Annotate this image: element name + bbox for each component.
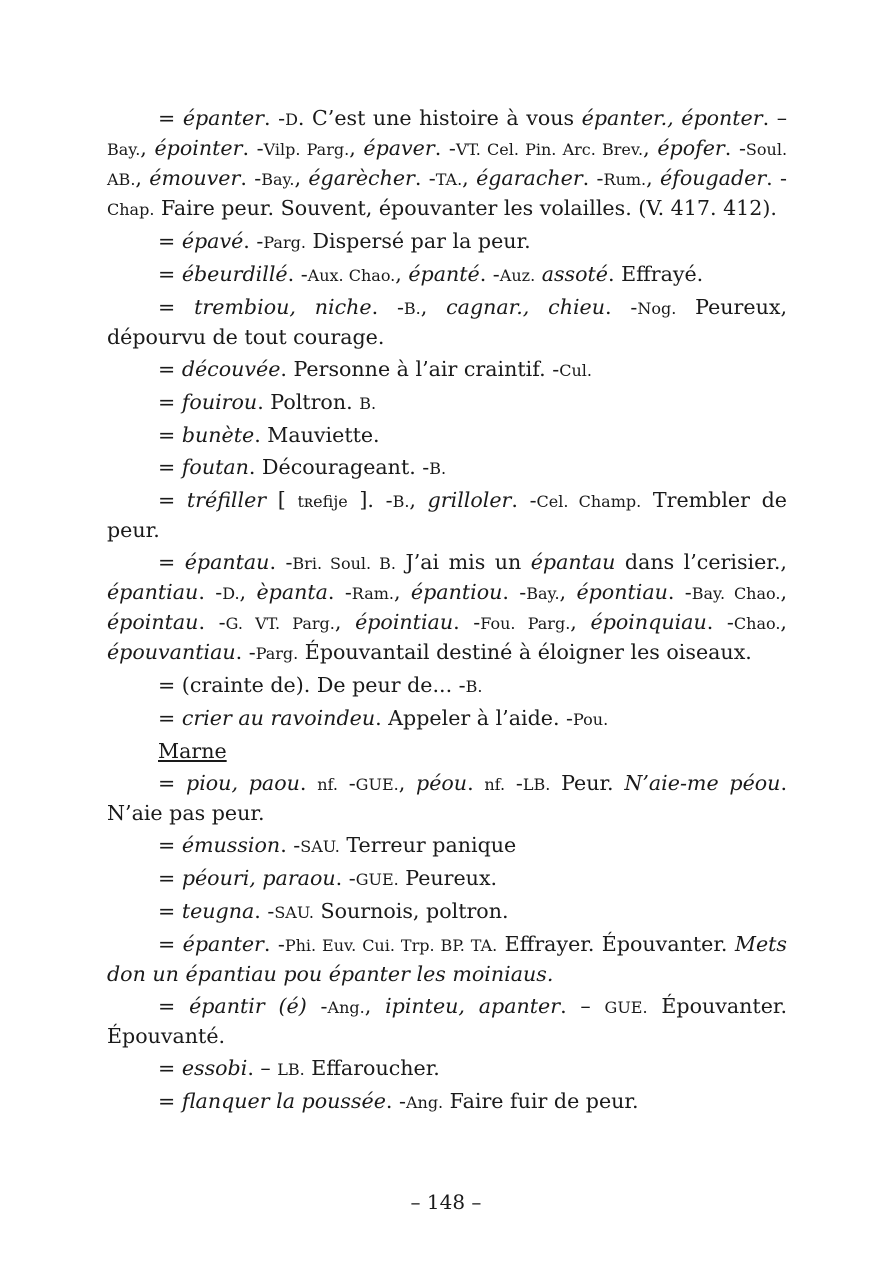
entry-text: Épouvanter. Épouvanté.	[107, 994, 788, 1048]
dictionary-entry	[107, 864, 787, 894]
headword-text: ébeurdillé	[181, 262, 288, 286]
headword-text: flanquer la poussée	[181, 1089, 386, 1113]
entry-text: . -	[269, 550, 293, 574]
headword-text: épanter	[182, 106, 265, 130]
source-abbrev: SAU.	[274, 903, 314, 922]
entry-text: .	[299, 771, 318, 795]
source-abbrev: Auz.	[499, 266, 536, 285]
entry-text: . -	[235, 640, 256, 664]
entry-text: ]. -	[347, 488, 393, 512]
dictionary-entry	[107, 671, 787, 701]
entry-text: ,	[395, 262, 409, 286]
entry-text: Peureux, dépourvu de tout courage.	[107, 295, 787, 349]
dictionary-entry	[107, 704, 787, 734]
entry-text: Terreur panique	[339, 833, 517, 857]
entry-text: . -	[706, 610, 734, 634]
source-abbrev: nf.	[317, 775, 338, 794]
source-abbrev: D	[285, 110, 298, 129]
entry-text: ,	[239, 580, 257, 604]
source-abbrev: Ang.	[405, 1093, 444, 1112]
entry-text: . -	[385, 1089, 406, 1113]
source-abbrev: Bri. Soul. B.	[292, 554, 396, 573]
entry-text: . -	[766, 166, 788, 190]
entry-text: ,	[364, 994, 386, 1018]
source-abbrev: Parg.	[255, 644, 299, 663]
entry-text: dans l’cerisier.,	[615, 550, 787, 574]
entry-text: ,	[780, 580, 788, 604]
dictionary-entry	[107, 293, 787, 352]
headword-text: N’aie-me péou	[624, 771, 781, 795]
headword-text: épantau	[184, 550, 270, 574]
source-abbrev: G. VT. Parg.	[225, 614, 335, 633]
source-abbrev: Fou. Parg.	[480, 614, 571, 633]
source-abbrev: Chap.	[107, 200, 155, 219]
entry-text: . Mauviette.	[254, 423, 380, 447]
entry-text: Effrayer. Épouvanter.	[497, 932, 735, 956]
dictionary-entry	[107, 548, 787, 668]
headword-text: épointer	[154, 136, 243, 160]
entry-text: =	[158, 550, 185, 574]
entry-text: ,	[646, 166, 661, 190]
source-abbrev: B.	[429, 459, 447, 478]
headword-text: épanté	[408, 262, 480, 286]
dictionary-entry	[107, 769, 787, 828]
entry-text: . -	[511, 488, 537, 512]
entry-text: ,	[140, 136, 155, 160]
entry-text: . Appeler à l’aide. -	[375, 706, 574, 730]
entry-text: . N’aie pas peur.	[107, 771, 787, 825]
dictionary-entry	[107, 260, 787, 290]
entry-text: ,	[462, 166, 477, 190]
entry-text: =	[158, 488, 187, 512]
entry-text: [	[266, 488, 298, 512]
headword-text: fouirou	[181, 390, 258, 414]
source-abbrev: B.	[392, 492, 410, 511]
headword-text: péou	[416, 771, 468, 795]
entry-text: ,	[349, 136, 364, 160]
headword-text: péouri, paraou	[181, 866, 336, 890]
entry-text: =	[158, 455, 182, 479]
headword-text: épaver	[363, 136, 435, 160]
source-abbrev: TA.	[435, 170, 463, 189]
entry-text: =	[158, 994, 190, 1018]
page-number: – 148 –	[410, 1190, 482, 1214]
entry-text: J’ai mis un	[395, 550, 531, 574]
dictionary-entry	[107, 930, 787, 989]
headword-text: égaracher	[476, 166, 583, 190]
dictionary-entry	[107, 104, 787, 224]
headword-text: teugna	[181, 899, 255, 923]
entry-text: =	[158, 833, 182, 857]
entry-text: . -	[327, 580, 352, 604]
entry-text: . Effrayé.	[607, 262, 704, 286]
entry-text: . -	[263, 932, 285, 956]
headword-text: assoté	[541, 262, 608, 286]
source-abbrev: Cul.	[559, 361, 592, 380]
entry-text: =	[158, 932, 183, 956]
dictionary-entry	[107, 831, 787, 861]
source-abbrev: Aux. Chao.	[307, 266, 396, 285]
source-abbrev: Vilp. Parg.	[263, 140, 350, 159]
entry-text: . -	[198, 610, 226, 634]
source-abbrev: SAU.	[300, 837, 340, 856]
headword-text: émussion	[181, 833, 281, 857]
entry-text: ,	[135, 166, 150, 190]
entry-text: -	[306, 994, 328, 1018]
entry-text: ,	[420, 295, 447, 319]
dictionary-entry	[107, 1087, 787, 1117]
entry-text: . –	[560, 994, 605, 1018]
entry-text: Peureux.	[398, 866, 498, 890]
headword-text: bunète	[181, 423, 255, 447]
entry-text: . -	[434, 136, 456, 160]
entry-text: . -	[453, 610, 481, 634]
headword-text: piou, paou	[186, 771, 300, 795]
dictionary-entry	[107, 992, 787, 1051]
source-abbrev: VT. Cel. Pin. Arc. Brev.	[455, 140, 644, 159]
entry-text: . -	[502, 580, 527, 604]
headword-text: épouvantiau	[107, 640, 236, 664]
entry-text: ,	[398, 771, 417, 795]
entry-text: . -	[414, 166, 436, 190]
entry-text: .	[467, 771, 485, 795]
entry-text: =	[158, 357, 182, 381]
entry-text: ,	[409, 488, 428, 512]
entry-text: =	[158, 423, 182, 447]
source-abbrev: LB.	[522, 775, 551, 794]
section-heading-text: Marne	[158, 739, 227, 763]
entry-text: Trembler de peur.	[107, 488, 787, 542]
entry-text: = (crainte de). De peur de... -	[158, 673, 466, 697]
source-abbrev: Soul. AB.	[107, 140, 788, 189]
source-abbrev: B.	[359, 394, 377, 413]
dictionary-entry	[107, 355, 787, 385]
headword-text: épanter., éponter	[581, 106, 763, 130]
source-abbrev: GUE.	[355, 870, 399, 889]
entry-text: Épouvantail destiné à éloigner les oiseaux.	[298, 640, 752, 664]
dictionary-entry	[107, 388, 787, 418]
entry-text: . -	[605, 295, 638, 319]
source-abbrev: Ram.	[351, 584, 395, 603]
entry-text: . Décourageant. -	[248, 455, 430, 479]
entry-text: . -	[371, 295, 404, 319]
entry-text: Effaroucher.	[304, 1056, 440, 1080]
entry-text: . -	[280, 833, 301, 857]
dictionary-entry	[107, 486, 787, 545]
headword-text: épantau	[530, 550, 616, 574]
headword-text: grilloler	[427, 488, 512, 512]
dictionary-entry	[107, 1054, 787, 1084]
source-abbrev: GUE.	[355, 775, 399, 794]
entries-block-marne	[107, 769, 787, 1117]
source-abbrev: Phi. Euv. Cui. Trp. BP. TA.	[284, 936, 498, 955]
entry-text: =	[158, 262, 182, 286]
entry-text: Peur.	[550, 771, 625, 795]
source-abbrev: GUE.	[604, 998, 648, 1017]
dictionary-entry	[107, 897, 787, 927]
entry-text: Faire peur. Souvent, épouvanter les volailles. (V. 417. 412).	[154, 196, 777, 220]
entry-text: . -	[264, 106, 286, 130]
entry-text: . -	[335, 866, 356, 890]
entry-text: . -	[198, 580, 223, 604]
entry-text: . -	[287, 262, 308, 286]
entry-text: =	[158, 899, 182, 923]
dictionary-entry	[107, 421, 787, 450]
entry-text: ,	[780, 610, 787, 634]
entry-text: . -	[254, 899, 275, 923]
headword-text: èpanta	[256, 580, 328, 604]
entry-text: . -	[240, 166, 262, 190]
headword-text: épantir (é)	[189, 994, 307, 1018]
entry-text: . -	[243, 229, 264, 253]
headword-text: épointiau	[355, 610, 454, 634]
headword-text: crier au ravoindeu	[181, 706, 376, 730]
entry-text: =	[158, 1056, 182, 1080]
source-abbrev: Rum.	[603, 170, 647, 189]
entry-text: . Personne à l’air craintif. -	[280, 357, 560, 381]
entry-text: =	[158, 229, 182, 253]
entries-block	[107, 104, 787, 734]
entry-text: -	[505, 771, 523, 795]
headword-text: éfougader	[660, 166, 767, 190]
section-heading	[107, 737, 787, 766]
headword-text: épantiou	[410, 580, 503, 604]
source-abbrev: Cel. Champ.	[536, 492, 642, 511]
page-body	[107, 104, 787, 1120]
entry-text: =	[158, 390, 182, 414]
entry-text: . -	[724, 136, 746, 160]
source-abbrev: D.	[222, 584, 240, 603]
source-abbrev: Ang.	[327, 998, 365, 1017]
source-abbrev: Bay.	[107, 140, 141, 159]
entry-text: =	[158, 706, 182, 730]
entry-text: ,	[334, 610, 356, 634]
headword-text: époinquiau	[590, 610, 707, 634]
entry-text: ,	[294, 166, 309, 190]
source-abbrev: Bay.	[261, 170, 295, 189]
headword-text: essobi	[181, 1056, 248, 1080]
dictionary-entry	[107, 453, 787, 483]
entry-text: =	[158, 106, 183, 130]
entry-text: . –	[762, 106, 787, 130]
source-abbrev: Pou.	[573, 710, 609, 729]
headword-text: épofer	[657, 136, 725, 160]
entry-text: ,	[394, 580, 411, 604]
source-abbrev: Nog.	[637, 299, 677, 318]
entry-text: Faire fuir de peur.	[443, 1089, 639, 1113]
headword-text: épantiau	[107, 580, 199, 604]
source-abbrev: Bay.	[526, 584, 560, 603]
headword-text: épanter	[182, 932, 264, 956]
source-abbrev: B.	[403, 299, 421, 318]
source-abbrev: nf.	[484, 775, 506, 794]
entry-text: -	[337, 771, 356, 795]
headword-text: émouver	[149, 166, 241, 190]
headword-text: tréfiller	[186, 488, 267, 512]
source-abbrev: Chao.	[733, 614, 781, 633]
headword-text: épavé	[181, 229, 244, 253]
entry-text: =	[158, 295, 195, 319]
entry-text: . Poltron.	[257, 390, 360, 414]
entry-text: . -	[667, 580, 692, 604]
entry-text: . -	[242, 136, 264, 160]
headword-text: cagnar., chieu	[446, 295, 606, 319]
headword-text: trembiou, niche	[194, 295, 372, 319]
dictionary-entry	[107, 227, 787, 257]
source-abbrev: LB.	[277, 1060, 305, 1079]
entry-text: . C’est une histoire à vous	[297, 106, 582, 130]
entry-text: . -	[479, 262, 500, 286]
entry-text: =	[158, 771, 187, 795]
entry-text: Dispersé par la peur.	[305, 229, 531, 253]
headword-text: Mets don un épantiau pou épanter les moiniaus.	[107, 932, 787, 986]
headword-text: égarècher	[308, 166, 415, 190]
entry-text: ,	[559, 580, 577, 604]
headword-text: découvée	[181, 357, 281, 381]
entry-text: =	[158, 1089, 182, 1113]
entry-text: . -	[582, 166, 604, 190]
entry-text: ,	[570, 610, 591, 634]
headword-text: épointau	[107, 610, 199, 634]
headword-text: épontiau	[576, 580, 668, 604]
source-abbrev: B.	[465, 677, 483, 696]
entry-text: Sournois, poltron.	[313, 899, 509, 923]
source-abbrev: tʀefije	[297, 492, 348, 511]
headword-text: foutan	[181, 455, 249, 479]
entry-text: ,	[643, 136, 658, 160]
source-abbrev: Bay. Chao.	[691, 584, 781, 603]
source-abbrev: Parg.	[263, 233, 306, 252]
entry-text: . –	[247, 1056, 278, 1080]
entry-text: =	[158, 866, 182, 890]
headword-text: ipinteu, apanter	[385, 994, 561, 1018]
